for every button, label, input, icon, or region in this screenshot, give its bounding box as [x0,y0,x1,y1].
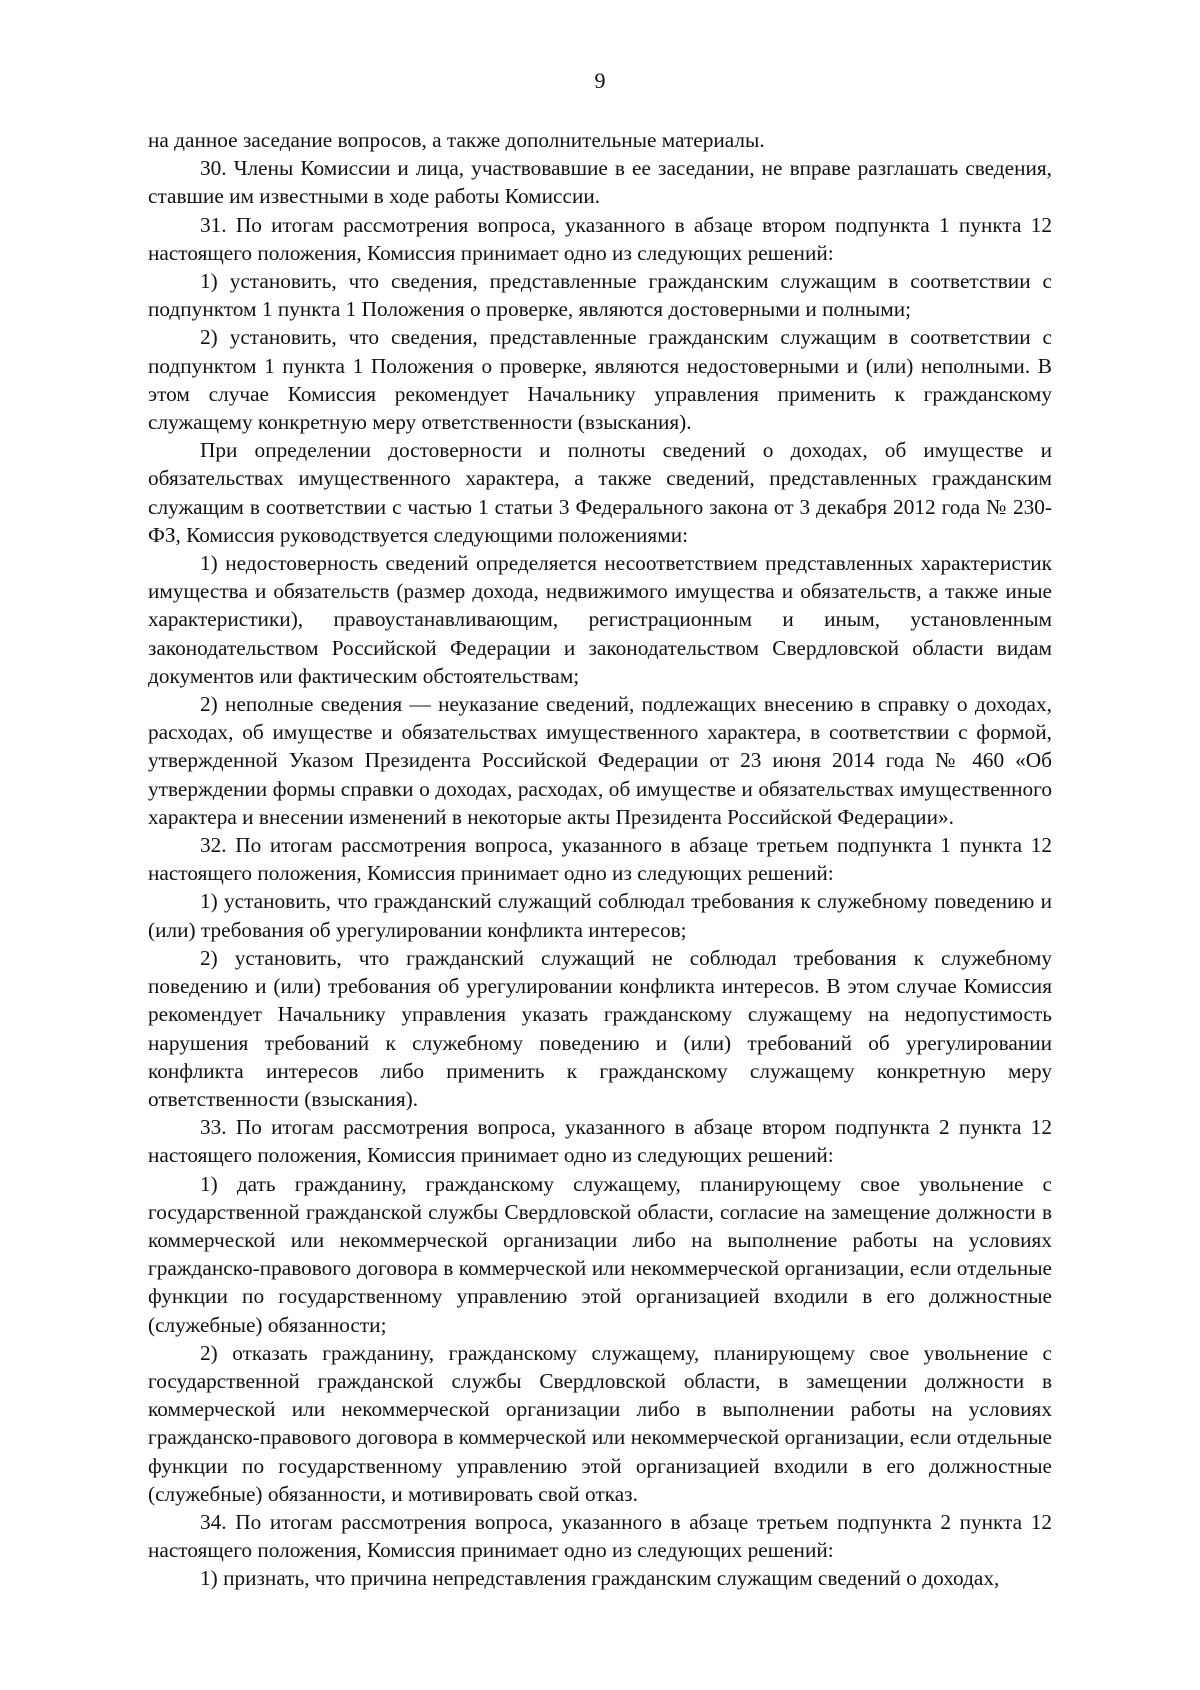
paragraph-continuation: на данное заседание вопросов, а также дополнительные материалы. [148,128,765,152]
document-body [148,126,1052,1593]
paragraph-33: 33. По итогам рассмотрения вопроса, указанного в абзаце втором подпункта 2 пункта 12 настоящего положения, Комиссия принимает одно из следующих решений: [148,1115,1052,1168]
paragraph-31-rule-2: 2) неполные сведения — неуказание сведений, подлежащих внесению в справку о доходах, расходах, об имуществе и обязательствах имущественного характера, в соответствии с формой, утвержденной Указом Президента Российской Федерации от 23 июня 2014 года № 460 «Об утверждении формы справки о доходах, расходах, об имуществе и обязательствах имущественного характера и внесении изменений в некоторые акты Президента Российской Федерации». [148,692,1052,829]
paragraph-31-rule-1: 1) недостоверность сведений определяется несоответствием представленных характеристик имущества и обязательств (размер дохода, недвижимого имущества и обязательств, а также иные характеристики), правоустанавливающим, регистрационным и иным, установленным законодательством Российской Федерации и законодательством Свердловской области видам документов или фактическим обстоятельствам; [148,551,1052,688]
paragraph-34: 34. По итогам рассмотрения вопроса, указанного в абзаце третьем подпункта 2 пункта 12 настоящего положения, Комиссия принимает одно из следующих решений: [148,1509,1052,1563]
paragraph-33-item-2: 2) отказать гражданину, гражданскому служащему, планирующему свое увольнение с государственной гражданской службы Свердловской области, в замещении должности в коммерческой или некоммерческой организации либо в выполнении работы на условиях гражданско-правового договора в коммерческой или некоммерческой организации, если отдельные функции по государственному управлению этой организацией входили в его должностные (служебные) обязанности, и мотивировать свой отказ. [148,1340,1052,1506]
paragraph-31-item-2: 2) установить, что сведения, представленные гражданским служащим в соответствии с подпунктом 1 пункта 1 Положения о проверке, являются недостоверными и (или) неполными. В этом случае Комиссия рекомендует Начальнику управления применить к гражданскому служащему конкретную меру ответственности (взыскания). [148,325,1052,435]
paragraph-32: 32. По итогам рассмотрения вопроса, указанного в абзаце третьем подпункта 1 пункта 12 настоящего положения, Комиссия принимает одно из следующих решений: [148,833,1052,886]
paragraph-34-item-1: 1) признать, что причина непредставления гражданским служащим сведений о доходах, [200,1566,1000,1591]
paragraph-33-item-1: 1) дать гражданину, гражданскому служащему, планирующему свое увольнение с государственной гражданской службы Свердловской области, согласие на замещение должности в коммерческой или некоммерческой организации либо на выполнение работы на условиях гражданско-правового договора в коммерческой или некоммерческой организации, если отдельные функции по государственному управлению этой организацией входили в его должностные (служебные) обязанности; [148,1171,1052,1337]
paragraph-32-item-2: 2) установить, что гражданский служащий не соблюдал требования к служебному поведению и (или) требования об урегулировании конфликта интересов. В этом случае Комиссия рекомендует Начальнику управления указать гражданскому служащему на недопустимость нарушения требований к служебному поведению и (или) требований об урегулировании конфликта интересов либо применить к гражданскому служащему конкретную меру ответственности (взыскания). [148,945,1052,1111]
paragraph-31-item-1: 1) установить, что сведения, представленные гражданским служащим в соответствии с подпунктом 1 пункта 1 Положения о проверке, являются достоверными и полными; [148,269,1052,322]
paragraph-31-determination: При определении достоверности и полноты сведений о доходах, об имуществе и обязательствах имущественного характера, а также сведений, представленных гражданским служащим в соответствии с частью 1 статьи 3 Федерального закона от 3 декабря 2012 года № 230-ФЗ, Комиссия руководствуется следующими положениями: [148,438,1052,547]
paragraph-31: 31. По итогам рассмотрения вопроса, указанного в абзаце втором подпункта 1 пункта 12 настоящего положения, Комиссия принимает одно из следующих решений: [148,212,1052,265]
page-number: 9 [594,68,606,93]
paragraph-32-item-1: 1) установить, что гражданский служащий соблюдал требования к служебному поведению и (или) требования об урегулировании конфликта интересов; [148,889,1052,942]
paragraph-30: 30. Члены Комиссии и лица, участвовавшие в ее заседании, не вправе разглашать сведения, ставшие им известными в ходе работы Комиссии. [148,156,1052,209]
